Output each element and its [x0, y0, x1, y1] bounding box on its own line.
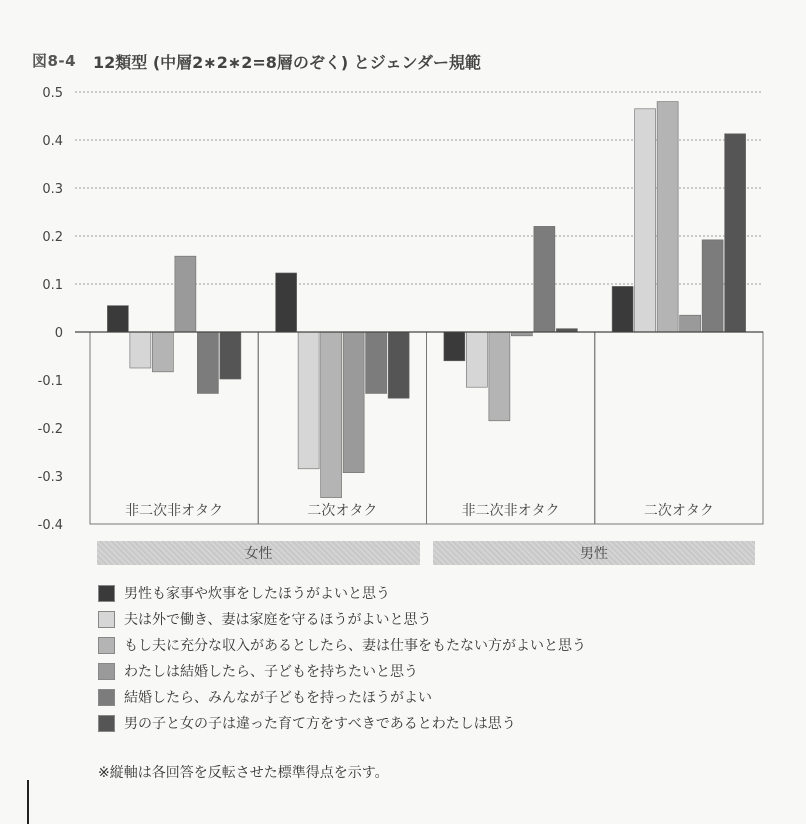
bar — [702, 240, 723, 332]
bar — [197, 332, 218, 393]
bar — [444, 332, 465, 361]
bar — [343, 332, 364, 473]
bar — [298, 332, 319, 469]
bar — [152, 332, 173, 372]
bar — [321, 332, 342, 498]
bar — [635, 109, 656, 332]
gender-band-male — [433, 541, 755, 565]
legend-label: 男の子と女の子は違った育て方をすべきであるとわたしは思う — [124, 716, 516, 732]
legend-label: 結婚したら、みんなが子どもを持ったほうがよい — [124, 690, 432, 706]
category-label: 二次オタク — [643, 503, 714, 519]
category-label: 非二次非オタク — [125, 503, 224, 519]
gender-label-female: 女性 — [244, 546, 273, 562]
category-label: 非二次非オタク — [461, 503, 560, 519]
legend-label: 夫は外で働き、妻は家庭を守るほうがよいと思う — [124, 612, 432, 628]
legend-item — [98, 658, 778, 684]
bar — [725, 134, 746, 332]
y-tick-label: 0.5 — [42, 86, 63, 101]
page-margin-rule — [27, 780, 29, 824]
y-tick-label: 0.4 — [42, 134, 63, 149]
bar — [657, 102, 678, 332]
category-labels — [125, 503, 714, 519]
y-tick-label: 0.1 — [42, 278, 63, 293]
legend-swatch — [98, 585, 115, 602]
bar — [466, 332, 487, 387]
legend-label: わたしは結婚したら、子どもを持ちたいと思う — [124, 664, 418, 680]
figure-note: ※縦軸は各回答を反転させた標準得点を示す。 — [98, 765, 389, 781]
gender-label-male: 男性 — [580, 546, 608, 562]
y-tick-label: -0.1 — [37, 374, 63, 389]
category-label: 二次オタク — [307, 503, 378, 519]
legend-swatch — [98, 663, 115, 680]
bar — [388, 332, 409, 398]
bar — [107, 306, 128, 332]
bar — [534, 226, 555, 332]
bar — [130, 332, 151, 368]
y-tick-label: -0.2 — [37, 422, 63, 437]
gender-band-female — [97, 541, 420, 565]
y-tick-label: 0 — [54, 326, 63, 341]
bar — [489, 332, 510, 421]
bar — [366, 332, 387, 393]
legend-label: 男性も家事や炊事をしたほうがよいと思う — [124, 586, 390, 602]
y-axis-ticks — [38, 86, 63, 533]
figure-title: 12類型 (中層2∗2∗2=8層のぞく) とジェンダー規範 — [93, 53, 481, 72]
figure-label: 図8-4 — [32, 52, 77, 70]
bar — [175, 256, 196, 332]
legend-swatch — [98, 637, 115, 654]
legend-item — [98, 632, 778, 658]
legend-swatch — [98, 611, 115, 628]
legend-swatch — [98, 715, 115, 732]
legend-swatch — [98, 689, 115, 706]
legend-item — [98, 580, 778, 606]
legend-item — [98, 606, 778, 632]
y-tick-label: 0.2 — [42, 230, 63, 245]
bar — [276, 273, 297, 332]
category-frame — [595, 332, 763, 524]
y-tick-label: -0.3 — [37, 470, 63, 485]
bar — [612, 286, 633, 332]
y-tick-label: 0.3 — [42, 182, 63, 197]
legend-item — [98, 684, 778, 710]
y-tick-label: -0.4 — [37, 518, 63, 533]
legend — [98, 580, 778, 736]
category-frames — [90, 332, 763, 524]
legend-item — [98, 710, 778, 736]
legend-label: もし夫に充分な収入があるとしたら、妻は仕事をもたない方がよいと思う — [124, 638, 586, 654]
bar — [220, 332, 241, 379]
bar — [680, 315, 701, 332]
